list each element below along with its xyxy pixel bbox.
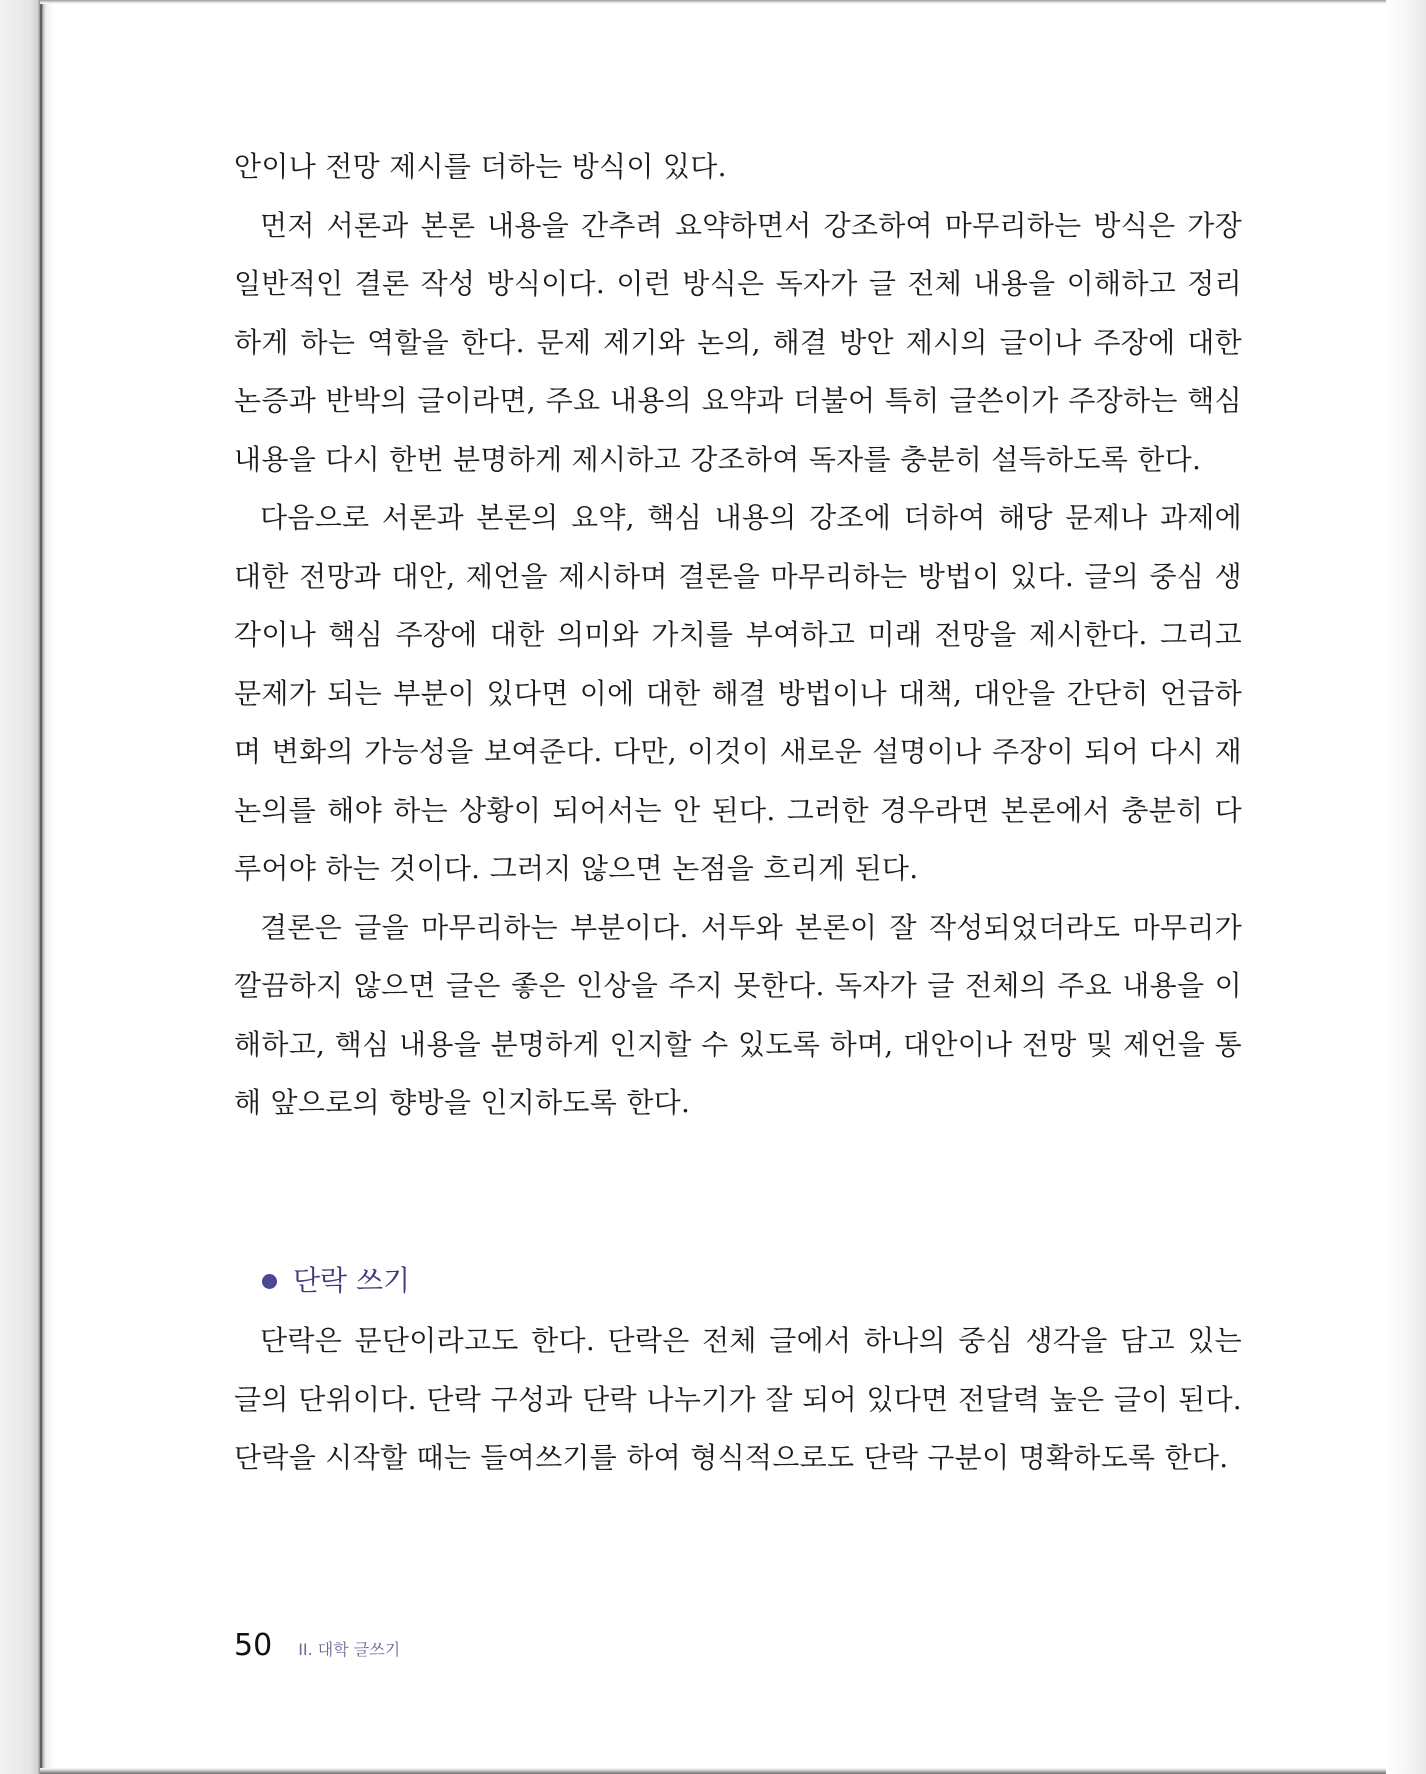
body-text xyxy=(234,138,1242,1133)
bullet-icon xyxy=(262,1274,277,1289)
body-paragraph-4: 결론은 글을 마무리하는 부분이다. 서두와 본론이 잘 작성되었더라도 마무리가 깔끔하지 않으면 글은 좋은 인상을 주지 못한다. 독자가 글 전체의 주요 내용을 이해하고, 핵심 내용을 분명하게 인지할 수 있도록 하며, 대안이나 전망 및 제언을 통해 앞으로의 향방을 인지하도록 한다. xyxy=(234,910,1242,1119)
page-footer xyxy=(234,1628,400,1663)
page-number: 50 xyxy=(234,1628,273,1663)
page-bottom-edge xyxy=(40,1768,1426,1774)
running-head: II. 대학 글쓰기 xyxy=(298,1640,401,1659)
body-paragraph-1: 안이나 전망 제시를 더하는 방식이 있다. xyxy=(234,150,727,183)
page-right-shadow xyxy=(1386,0,1426,1774)
section-heading xyxy=(262,1256,410,1306)
section-body xyxy=(234,1312,1242,1488)
body-paragraph-3: 다음으로 서론과 본론의 요약, 핵심 내용의 강조에 더하여 해당 문제나 과제에 대한 전망과 대안, 제언을 제시하며 결론을 마무리하는 방법이 있다. 글의 중심 생각이나 핵심 주장에 대한 의미와 가치를 부여하고 미래 전망을 제시한다. 그리고 문제가 되는 부분이 있다면 이에 대한 해결 방법이나 대책, 대안을 간단히 언급하며 변화의 가능성을 보여준다. 다만, 이것이 새로운 설명이나 주장이 되어 다시 재논의를 해야 하는 상황이 되어서는 안 된다. 그러한 경우라면 본론에서 충분히 다루어야 하는 것이다. 그러지 않으면 논점을 흐리게 된다. xyxy=(234,501,1242,885)
section-heading-label: 단락 쓰기 xyxy=(293,1264,411,1297)
section-paragraph: 단락은 문단이라고도 한다. 단락은 전체 글에서 하나의 중심 생각을 담고 있는 글의 단위이다. 단락 구성과 단락 나누기가 잘 되어 있다면 전달력 높은 글이 된다. 단락을 시작할 때는 들여쓰기를 하여 형식적으로도 단락 구분이 명확하도록 한다. xyxy=(234,1324,1242,1474)
body-paragraph-2: 먼저 서론과 본론 내용을 간추려 요약하면서 강조하여 마무리하는 방식은 가장 일반적인 결론 작성 방식이다. 이런 방식은 독자가 글 전체 내용을 이해하고 정리하게 하는 역할을 한다. 문제 제기와 논의, 해결 방안 제시의 글이나 주장에 대한 논증과 반박의 글이라면, 주요 내용의 요약과 더불어 특히 글쓴이가 주장하는 핵심 내용을 다시 한번 분명하게 제시하고 강조하여 독자를 충분히 설득하도록 한다. xyxy=(234,208,1242,476)
book-page-edge xyxy=(0,0,54,1774)
page-top-edge xyxy=(40,0,1426,4)
